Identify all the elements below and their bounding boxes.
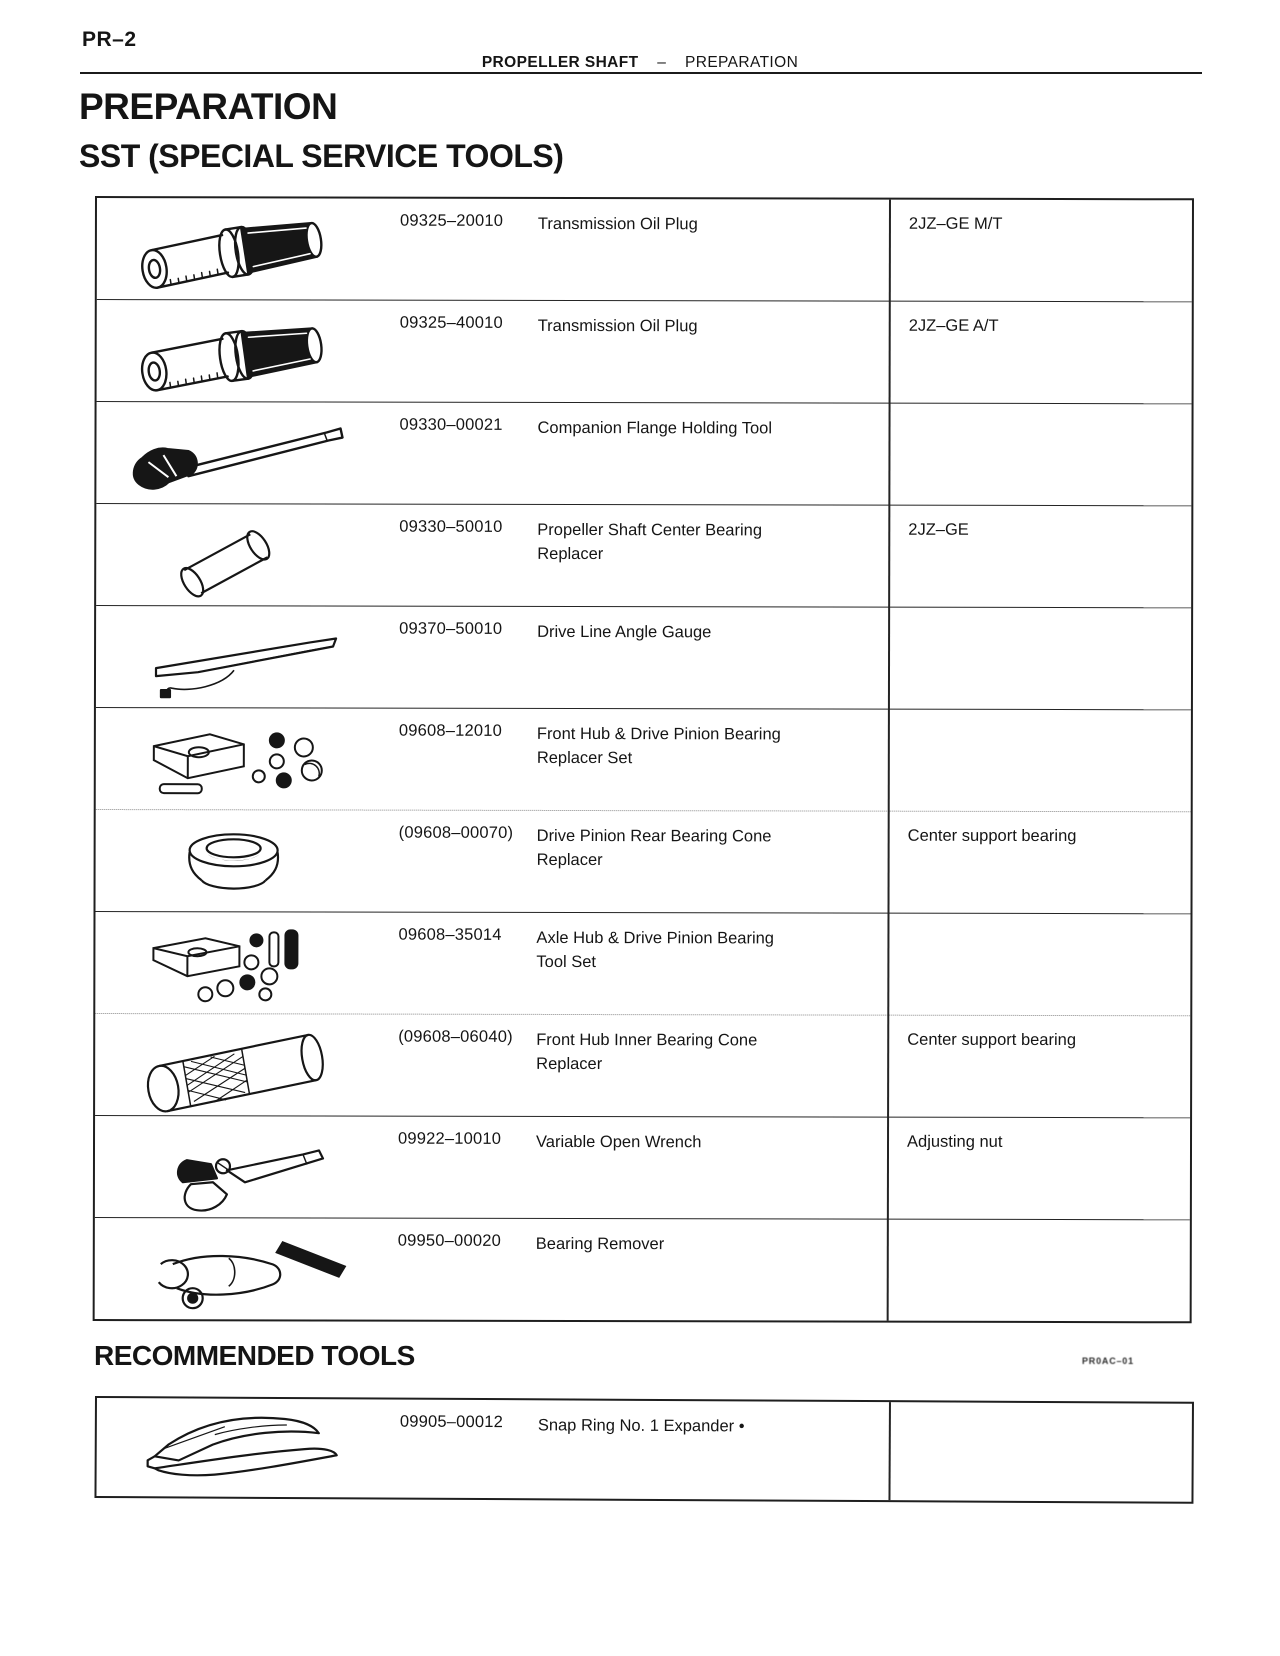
table-row xyxy=(96,402,1191,506)
running-header-section: PROPELLER SHAFT xyxy=(481,54,639,71)
transmission-oil-plug-drawing xyxy=(115,204,385,299)
tool-application xyxy=(909,417,1169,418)
table-row xyxy=(96,810,1191,914)
tool-application: 2JZ–GE A/T xyxy=(908,316,999,335)
tool-name: Drive Pinion Rear Bearing Cone Replacer xyxy=(536,826,772,870)
figure-code: PR0AC–01 xyxy=(1082,1356,1134,1366)
part-number: 09330–50010 xyxy=(399,517,503,536)
tool-name: Bearing Remover xyxy=(535,1234,665,1254)
tool-name: Front Hub Inner Bearing Cone Replacer xyxy=(536,1030,758,1074)
tool-name: Companion Flange Holding Tool xyxy=(537,418,773,438)
part-number: 09608–12010 xyxy=(398,721,503,740)
center-bearing-replacer-drawing xyxy=(114,510,384,605)
part-number: (09608–00070) xyxy=(398,823,514,842)
recommended-tools-title: RECOMMENDED TOOLS xyxy=(94,1340,415,1371)
tool-name: Drive Line Angle Gauge xyxy=(537,622,712,642)
tool-application xyxy=(909,1415,1169,1416)
part-number: 09325–40010 xyxy=(399,313,503,332)
running-header-subsection: PREPARATION xyxy=(684,54,799,71)
tool-application xyxy=(908,723,1168,724)
part-number: 09330–00021 xyxy=(399,415,503,434)
sst-section-title: SST (SPECIAL SERVICE TOOLS) xyxy=(79,138,564,174)
part-number: 09370–50010 xyxy=(399,619,503,638)
bearing-cone-race-drawing xyxy=(114,816,384,911)
tool-application xyxy=(907,927,1167,928)
transmission-oil-plug-drawing xyxy=(115,306,385,401)
table-row xyxy=(95,1014,1190,1118)
header-rule xyxy=(80,72,1202,74)
bearing-replacer-set-drawing xyxy=(114,714,384,809)
bearing-remover-drawing xyxy=(113,1224,383,1319)
tool-name: Propeller Shaft Center Bearing Replacer xyxy=(537,520,763,564)
tool-application xyxy=(908,621,1168,622)
bearing-tool-set-drawing xyxy=(113,918,383,1013)
drive-line-angle-gauge-drawing xyxy=(114,612,384,707)
tool-application: Center support bearing xyxy=(907,1030,1077,1050)
tool-name: Transmission Oil Plug xyxy=(537,316,698,336)
table-row xyxy=(96,504,1191,608)
table-row xyxy=(96,606,1191,710)
table-row xyxy=(96,1398,1191,1502)
sst-table xyxy=(93,196,1194,1323)
table-row xyxy=(95,912,1190,1016)
tool-name: Axle Hub & Drive Pinion Bearing Tool Set xyxy=(536,928,775,972)
snap-ring-expander-drawing xyxy=(114,1404,384,1499)
tool-application: 2JZ–GE xyxy=(908,520,969,539)
tool-application: Center support bearing xyxy=(907,826,1077,846)
tool-name: Transmission Oil Plug xyxy=(537,214,698,234)
knurled-replacer-drawing xyxy=(113,1020,383,1115)
table-row xyxy=(97,198,1192,302)
running-header-dash: – xyxy=(657,54,667,71)
part-number: 09922–10010 xyxy=(398,1129,502,1148)
running-header xyxy=(0,54,1280,72)
tool-application: Adjusting nut xyxy=(907,1132,1003,1151)
tool-name: Variable Open Wrench xyxy=(536,1132,702,1152)
table-row xyxy=(97,300,1192,404)
variable-open-wrench-drawing xyxy=(113,1122,383,1217)
page-number: PR–2 xyxy=(82,28,137,51)
tool-application xyxy=(907,1233,1167,1234)
part-number: 09325–20010 xyxy=(399,211,504,230)
part-number: 09608–35014 xyxy=(398,925,502,944)
tool-name: Front Hub & Drive Pinion Bearing Replacer Set xyxy=(536,724,781,768)
part-number: (09608–06040) xyxy=(398,1027,513,1046)
table-row xyxy=(95,1116,1190,1220)
page-title: PREPARATION xyxy=(79,86,338,127)
part-number: 09905–00012 xyxy=(399,1412,504,1432)
companion-flange-holding-tool-drawing xyxy=(114,408,384,503)
recommended-tools-table xyxy=(94,1396,1194,1504)
tool-name: Snap Ring No. 1 Expander • xyxy=(537,1416,745,1436)
tool-application: 2JZ–GE M/T xyxy=(908,214,1003,233)
part-number: 09950–00020 xyxy=(397,1231,501,1250)
table-row xyxy=(96,708,1191,812)
table-row xyxy=(95,1218,1190,1321)
